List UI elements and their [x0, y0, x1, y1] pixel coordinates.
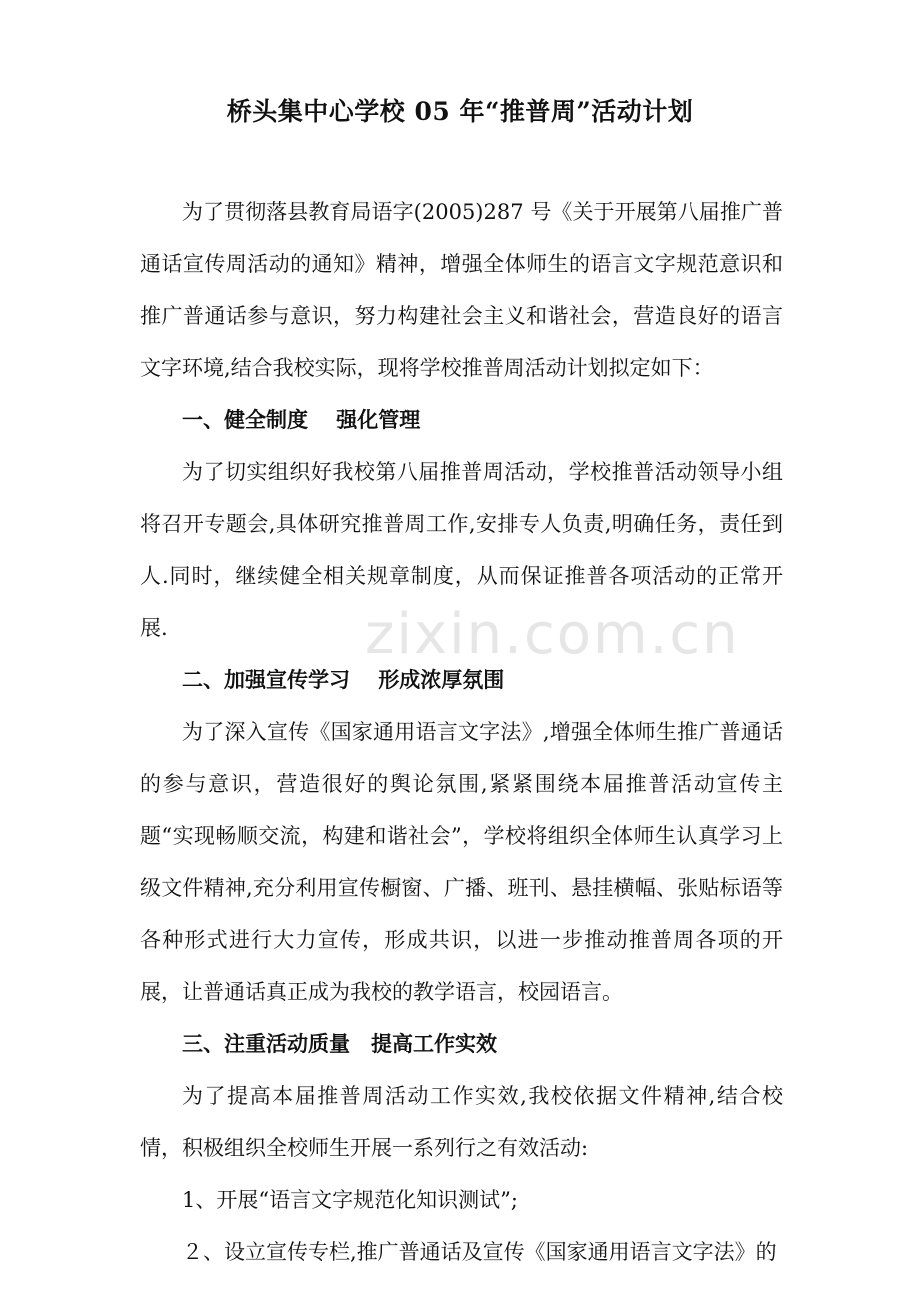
section-paragraph-2: 为了深入宣传《国家通用语言文字法》,增强全体师生推广普通话的参与意识，营造很好的舆论氛围,紧紧围绕本届推普活动宣传主题“实现畅顺交流，构建和谐社会”，学校将组织全体师生认真学习上级文件精神,充分利用宣传橱窗、广播、班刊、悬挂横幅、张贴标语等各种形式进行大力宣传，形成共识，以进一步推动推普周各项的开展，让普通话真正成为我校的教学语言，校园语言。 [140, 720, 783, 1004]
document-title: 桥头集中心学校 05 年“推普周”活动计划 [226, 97, 694, 126]
section-heading-2: 二、加强宣传学习 形成浓厚氛围 [182, 667, 505, 692]
section-heading-1: 一、健全制度 强化管理 [182, 407, 421, 432]
intro-paragraph: 为了贯彻落县教育局语字(2005)287 号《关于开展第八届推广普通话宣传周活动的通知》精神，增强全体师生的语言文字规范意识和推广普通话参与意识，努力构建社会主义和谐社会，营造良好的语言文字环境,结合我校实际，现将学校推普周活动计划拟定如下： [140, 200, 783, 380]
document-body [140, 186, 783, 1278]
section-heading-3: 三、注重活动质量 提高工作实效 [182, 1031, 497, 1056]
section-paragraph-1: 为了切实组织好我校第八届推普周活动，学校推普活动领导小组将召开专题会,具体研究推普周工作,安排专人负责,明确任务，责任到人.同时，继续健全相关规章制度，从而保证推普各项活动的正常开展. [140, 460, 783, 640]
section-paragraph-3: 为了提高本届推普周活动工作实效,我校依据文件精神,结合校情，积极组织全校师生开展一系列行之有效活动: [140, 1084, 783, 1160]
watermark-text: zixin.com.cn [365, 602, 740, 667]
list-item-2: ２、设立宣传专栏,推广普通话及宣传《国家通用语言文字法》的 [182, 1240, 777, 1264]
list-item-1: 1、开展“语言文字规范化知识测试”; [182, 1188, 518, 1212]
